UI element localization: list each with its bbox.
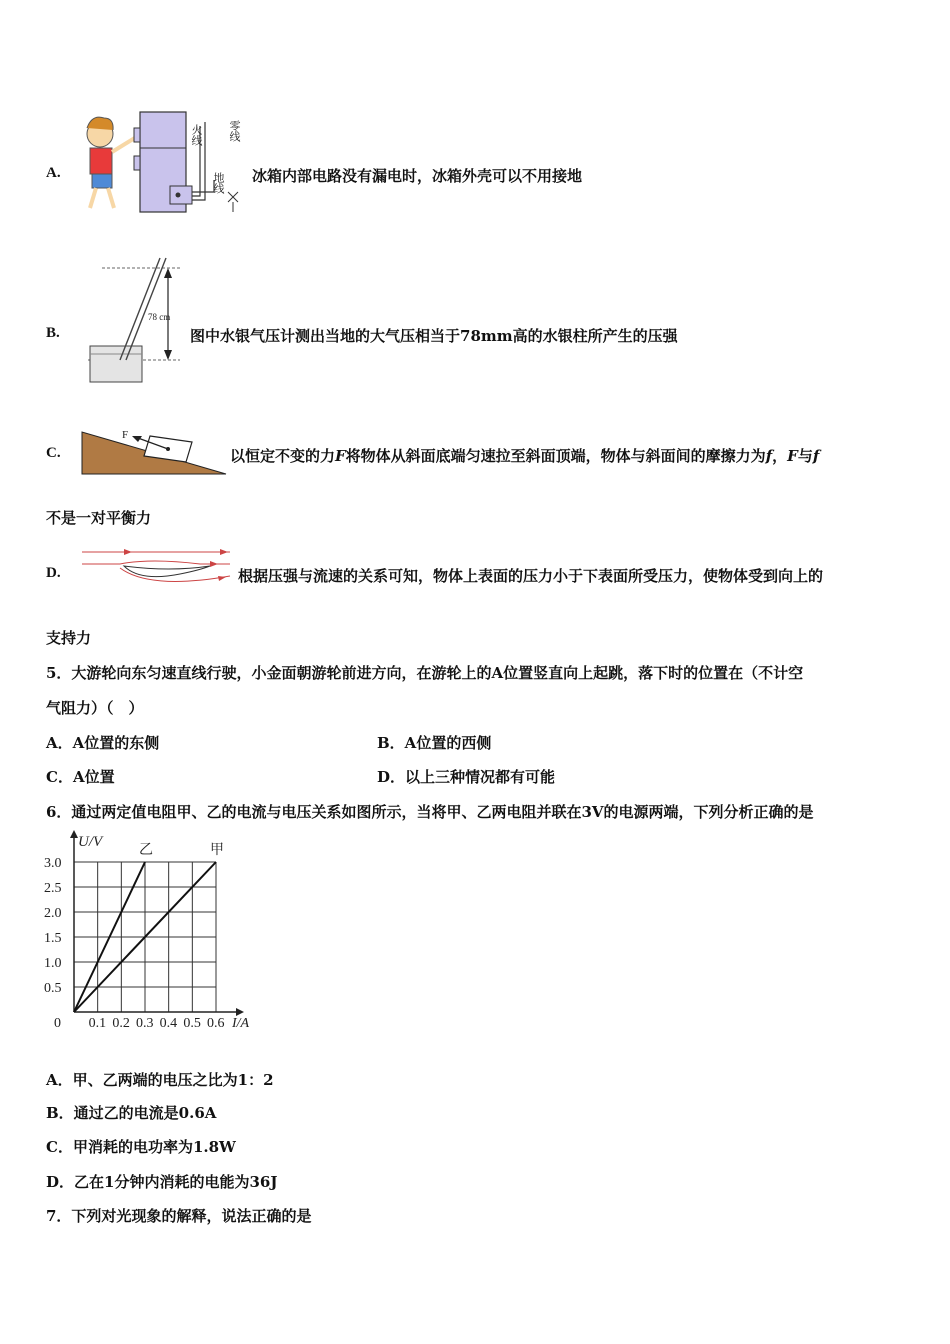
- ground-line-label: 地线: [212, 172, 224, 194]
- origin-label: 0: [54, 1016, 61, 1031]
- q5-stem-line1: 5．大游轮向东匀速直线行驶，小金面朝游轮前进方向，在游轮上的A位置竖直向上起跳，落下时的位置在（不计空: [46, 664, 804, 682]
- x-tick-label: 0.5: [183, 1016, 201, 1031]
- option-d-text: 根据压强与流速的关系可知，物体上表面的压力小于下表面所受压力，使物体受到向上的: [238, 567, 824, 585]
- option-d-text-line2: 支持力: [46, 629, 92, 647]
- height-label: 78 cm: [148, 312, 171, 322]
- q5-option-a: A．A位置的东侧: [46, 734, 160, 752]
- x-axis-label: I/A: [232, 1016, 250, 1031]
- q5-option-c: C．A位置: [46, 768, 115, 786]
- barometer-figure: [80, 256, 186, 388]
- fire-line-label: 火线: [190, 124, 202, 146]
- incline-figure: [80, 424, 230, 478]
- option-d-label: D.: [46, 565, 61, 581]
- q5-stem-line2: 气阻力）（ ）: [46, 699, 144, 717]
- q5-option-b: B．A位置的西侧: [377, 734, 492, 752]
- y-tick-label: 2.5: [44, 881, 62, 896]
- y-axis-arrow: [70, 830, 78, 838]
- option-b-label: B.: [46, 325, 60, 341]
- q6-option-d: D．乙在1分钟内消耗的电能为36J: [46, 1173, 278, 1191]
- option-a-text: 冰箱内部电路没有漏电时，冰箱外壳可以不用接地: [252, 167, 583, 185]
- airfoil-figure: [80, 546, 234, 590]
- boy-shorts: [92, 174, 112, 188]
- y-axis-label: U/V: [78, 834, 103, 850]
- series-label-0: 乙: [139, 843, 153, 858]
- option-a-label: A.: [46, 165, 61, 181]
- x-axis-arrow: [236, 1008, 244, 1016]
- boy-shirt: [90, 148, 112, 174]
- fridge-figure: [78, 108, 248, 218]
- x-tick-label: 0.3: [136, 1016, 154, 1031]
- x-tick-label: 0.4: [159, 1016, 178, 1031]
- y-tick-label: 1.5: [44, 931, 62, 946]
- y-tick-label: 3.0: [44, 856, 62, 871]
- option-c-text-line2: 不是一对平衡力: [46, 509, 152, 527]
- x-tick-label: 0.1: [88, 1016, 107, 1031]
- q6-option-a: A．甲、乙两端的电压之比为1：2: [46, 1071, 274, 1089]
- y-tick-label: 0.5: [44, 981, 62, 996]
- x-tick-label: 0.6: [207, 1016, 225, 1031]
- x-tick-label: 0.2: [112, 1016, 130, 1031]
- y-tick-label: 2.0: [44, 906, 62, 921]
- q5-option-d: D．以上三种情况都有可能: [377, 768, 556, 786]
- force-label: F: [122, 429, 129, 441]
- airfoil: [124, 566, 210, 577]
- series-label-1: 甲: [210, 843, 224, 858]
- option-b-text: 图中水银气压计测出当地的大气压相当于78mm高的水银柱所产生的压强: [190, 327, 678, 345]
- ui-chart: [40, 826, 280, 1034]
- q6-option-b: B．通过乙的电流是0.6A: [46, 1104, 217, 1122]
- q6-stem: 6．通过两定值电阻甲、乙的电流与电压关系如图所示，当将甲、乙两电阻并联在3V的电源两端，下列分析正确的是: [46, 803, 814, 821]
- q7-stem: 7．下列对光现象的解释，说法正确的是: [46, 1207, 312, 1225]
- q6-option-c: C．甲消耗的电功率为1.8W: [46, 1138, 236, 1156]
- y-tick-label: 1.0: [44, 956, 62, 971]
- neutral-line-label: 零线: [228, 120, 240, 142]
- option-c-text: 以恒定不变的力F将物体从斜面底端匀速拉至斜面顶端，物体与斜面间的摩擦力为f，F与f: [230, 447, 820, 465]
- option-c-label: C.: [46, 445, 61, 461]
- mercury-basin: [90, 346, 142, 382]
